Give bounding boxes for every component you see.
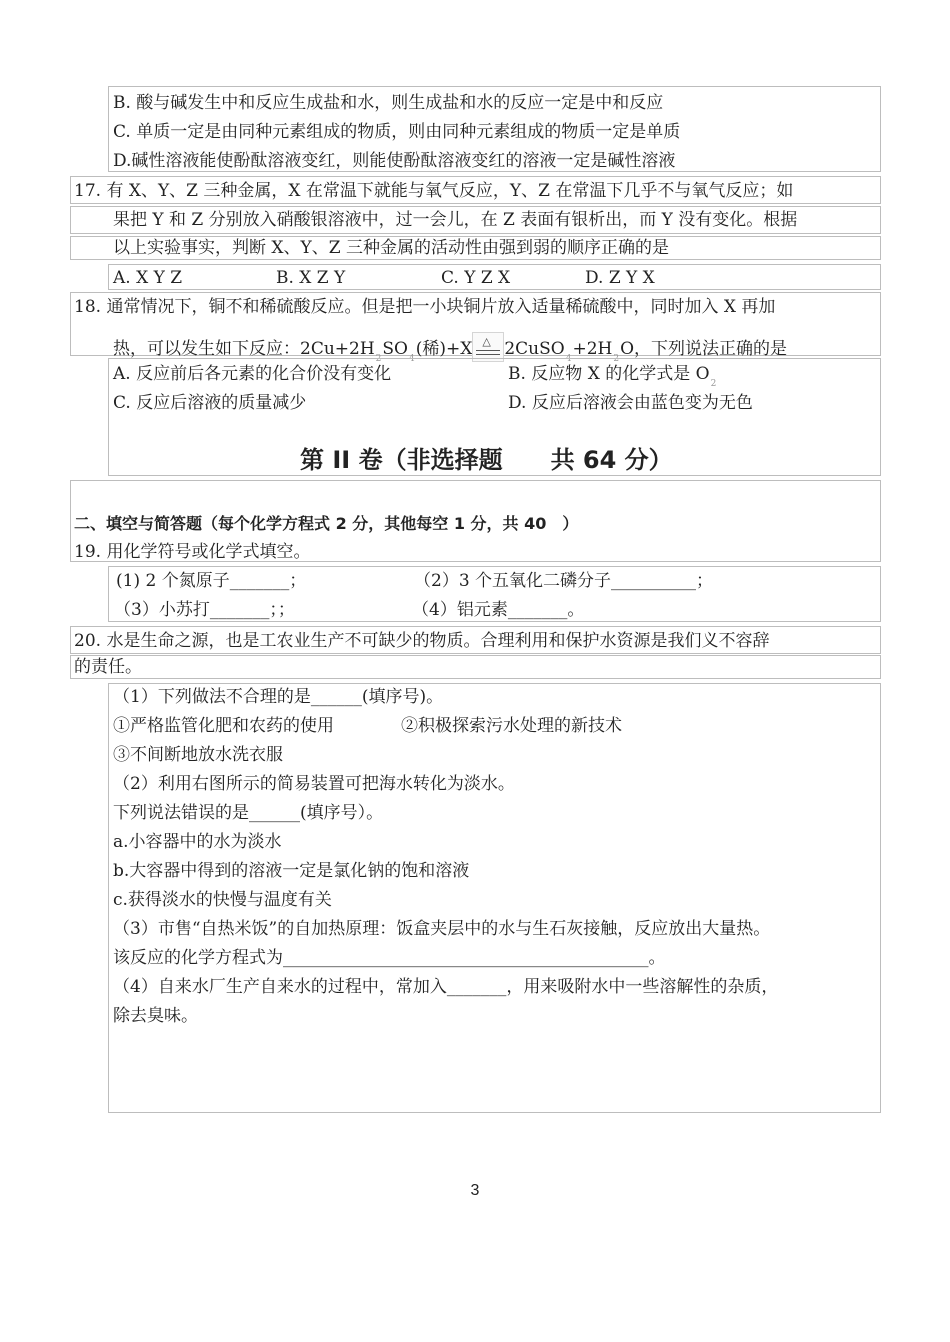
q18-stem-line1: 18. 通常情况下，铜不和稀硫酸反应。但是把一小块铜片放入适量稀硫酸中，同时加入 X 再加 bbox=[74, 297, 776, 317]
q16-option-b: B. 酸与碱发生中和反应生成盐和水，则生成盐和水的反应一定是中和反应 bbox=[113, 93, 664, 113]
section2-title: 二、填空与简答题（每个化学方程式 2 分，其他每空 1 分，共 40 ） bbox=[74, 514, 579, 533]
q17-stem-line2: 果把 Y 和 Z 分别放入硝酸银溶液中，过一会儿，在 Z 表面有银析出，而 Y 没有变化。根据 bbox=[113, 210, 798, 230]
eq-part2: SO bbox=[382, 339, 408, 359]
eq-part5: +2H bbox=[572, 339, 613, 359]
q20-s2-option-a: a.小容器中的水为淡水 bbox=[113, 832, 282, 852]
q20-s2: （2）利用右图所示的简易装置可把海水转化为淡水。 bbox=[113, 774, 515, 794]
q17-option-d: D. Z Y X bbox=[585, 268, 655, 288]
eq-subscript: 4 bbox=[565, 354, 572, 364]
q16-option-c: C. 单质一定是由同种元素组成的物质，则由同种元素组成的物质一定是单质 bbox=[113, 122, 681, 142]
q18-option-d: D. 反应后溶液会由蓝色变为无色 bbox=[508, 393, 753, 413]
q20-s4-line2: 除去臭味。 bbox=[113, 1006, 198, 1026]
q17-option-c: C. Y Z X bbox=[441, 268, 511, 288]
eq-part6: O，下列说法正确的是 bbox=[620, 339, 788, 359]
q17-stem-line1: 17. 有 X、Y、Z 三种金属，X 在常温下就能与氧气反应，Y、Z 在常温下几乎不与氧气反应；如 bbox=[74, 181, 794, 201]
q18-option-c: C. 反应后溶液的质量减少 bbox=[113, 393, 307, 413]
eq-subscript: 2 bbox=[375, 354, 382, 364]
q19-item4: （4）铝元素_______。 bbox=[412, 600, 585, 620]
eq-part1: 热，可以发生如下反应：2Cu+2H bbox=[113, 339, 375, 359]
q20-s3-line2: 该反应的化学方程式为___________________________________________。 bbox=[113, 948, 666, 968]
q17-stem-line3: 以上实验事实，判断 X、Y、Z 三种金属的活动性由强到弱的顺序正确的是 bbox=[113, 238, 669, 258]
q18-option-b: B. 反应物 X 的化学式是 $O_2$ bbox=[508, 364, 717, 389]
eq-part3: (稀)+X bbox=[415, 339, 473, 359]
q20-s3-line1: （3）市售“自热米饭”的自加热原理：饭盒夹层中的水与生石灰接触，反应放出大量热。 bbox=[113, 919, 771, 939]
eq-subscript: 4 bbox=[409, 354, 415, 364]
q17-option-b: B. X Z Y bbox=[276, 268, 346, 288]
q19-title: 19. 用化学符号或化学式填空。 bbox=[74, 542, 311, 562]
q19-item2: （2）3 个五氧化二磷分子__________； bbox=[414, 571, 714, 591]
q20-s1: （1）下列做法不合理的是______(填序号)。 bbox=[113, 687, 444, 707]
q18-option-a: A. 反应前后各元素的化合价没有变化 bbox=[113, 364, 392, 384]
q20-stem-line2: 的责任。 bbox=[74, 657, 142, 677]
q20-stem-line1: 20. 水是生命之源，也是工农业生产不可缺少的物质。合理利用和保护水资源是我们义不容辞 bbox=[74, 631, 770, 651]
q17-option-a: A. X Y Z bbox=[113, 268, 183, 288]
heat-condition-icon: △ bbox=[472, 332, 504, 362]
q20-s2-option-b: b.大容器中得到的溶液一定是氯化钠的饱和溶液 bbox=[113, 861, 470, 881]
q20-s2-question: 下列说法错误的是______(填序号）。 bbox=[113, 803, 384, 823]
q20-line2-box bbox=[70, 655, 881, 679]
eq-subscript: 2 bbox=[613, 354, 620, 364]
q20-s4-line1: （4）自来水厂生产自来水的过程中，常加入_______，用来吸附水中一些溶解性的杂质， bbox=[113, 977, 779, 997]
part2-title: 第 II 卷（非选择题 共 64 分） bbox=[300, 446, 673, 474]
q20-s1-option2: ②积极探索污水处理的新技术 bbox=[401, 716, 622, 736]
q20-s1-option3: ③不间断地放水洗衣服 bbox=[113, 745, 283, 765]
q20-s2-option-c: c.获得淡水的快慢与温度有关 bbox=[113, 890, 332, 910]
q16-option-d: D.碱性溶液能使酚酞溶液变红，则能使酚酞溶液变红的溶液一定是碱性溶液 bbox=[113, 151, 676, 171]
q19-item3: （3）小苏打_______；； bbox=[114, 600, 295, 620]
eq-part4: 2CuSO bbox=[504, 339, 565, 359]
page-number: 3 bbox=[470, 1182, 480, 1199]
q19-item1: (1) 2 个氮原子_______； bbox=[116, 571, 307, 591]
q20-s1-option1: ①严格监管化肥和农药的使用 bbox=[113, 716, 334, 736]
